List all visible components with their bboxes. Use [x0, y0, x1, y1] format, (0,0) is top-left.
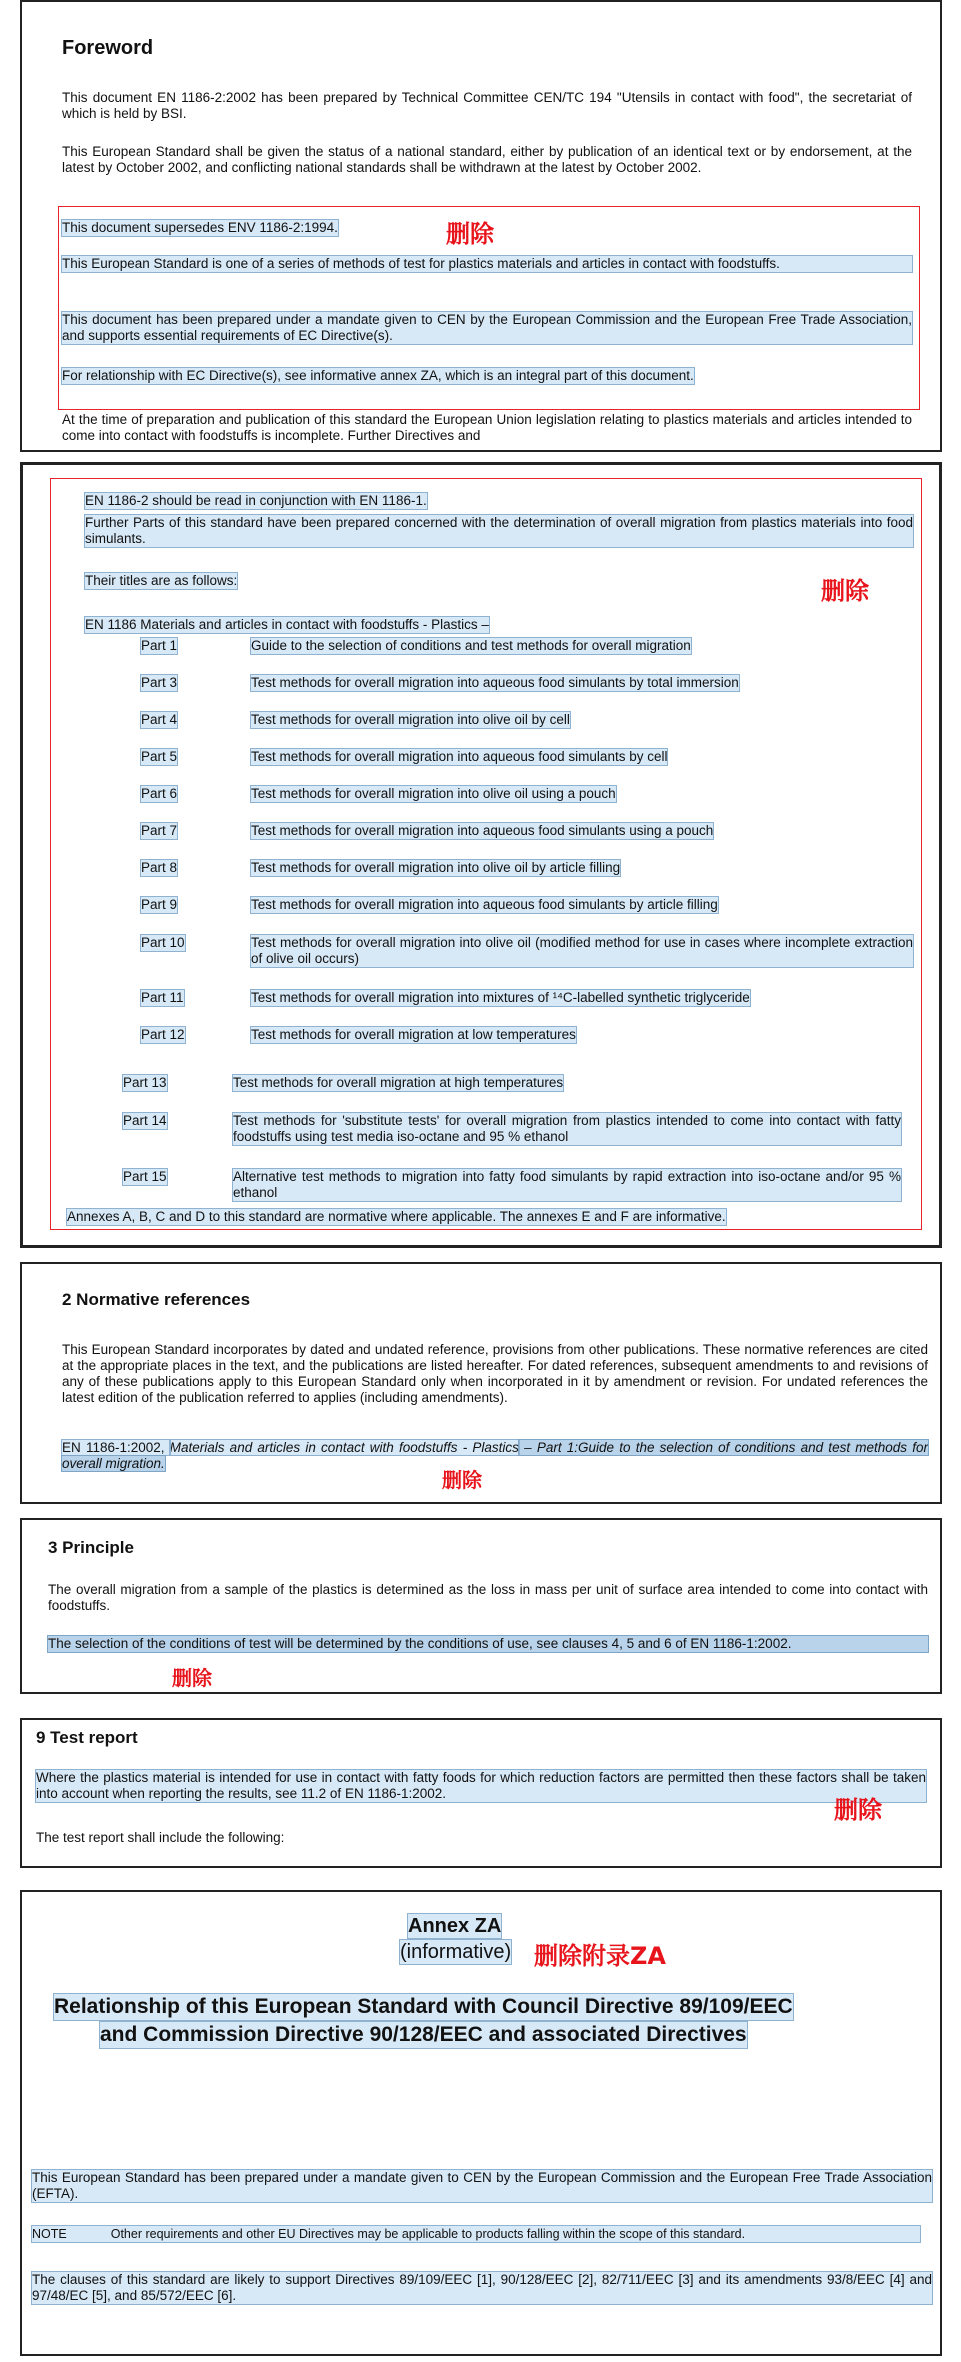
part-number: Part 6	[141, 786, 178, 801]
normative-reference	[62, 1440, 928, 1472]
annex-title: Annex ZA	[408, 1915, 502, 1937]
part-number: Part 1	[141, 638, 178, 653]
foreword-panel	[20, 0, 942, 452]
series-panel	[20, 462, 942, 1248]
series-l1: EN 1186-2 should be read in conjunction with EN 1186-1.	[85, 493, 427, 508]
foreword-p4: This European Standard is one of a series of methods of test for plastics materials and articles in contact with foodstuffs.	[62, 256, 912, 272]
part-desc: Test methods for overall migration at low temperatures	[251, 1027, 576, 1042]
report-panel	[20, 1718, 942, 1868]
annex-panel	[20, 1890, 942, 2356]
part-number: Part 9	[141, 897, 178, 912]
part-desc: Test methods for overall migration into aqueous food simulants by article filling	[251, 897, 718, 912]
annexes-note: Annexes A, B, C and D to this standard are normative where applicable. The annexes E and F are informative.	[67, 1209, 726, 1224]
normative-p1: This European Standard incorporates by dated and undated reference, provisions from other publications. These normative references are cited at the appropriate places in the text, and the publications are listed hereafter. For dated references, subsequent amendments to and revisions of any of these publications apply to this European Standard only when incorporated in it by amendment or revision. For undated references the latest edition of the publication referred to applies (including amendments).	[62, 1342, 928, 1405]
delete-mark: 删除	[442, 1468, 482, 1492]
principle-heading: 3 Principle	[48, 1538, 134, 1557]
foreword-p5: This document has been prepared under a mandate given to CEN by the European Commission and the European Free Trade Association, and supports essential requirements of EC Directive(s).	[62, 312, 912, 343]
part-number: Part 5	[141, 749, 178, 764]
series-l3: Their titles are as follows:	[85, 573, 238, 588]
part-desc: Test methods for overall migration into aqueous food simulants using a pouch	[251, 823, 714, 838]
note-label: NOTE	[32, 2227, 67, 2241]
series-l2: Further Parts of this standard have been prepared concerned with the determination of overall migration from plastics materials into food simulants.	[85, 515, 913, 546]
normative-heading: 2 Normative references	[62, 1290, 251, 1309]
part-desc: Test methods for overall migration into aqueous food simulants by total immersion	[251, 675, 739, 690]
foreword-p6: For relationship with EC Directive(s), see informative annex ZA, which is an integral part of this document.	[62, 368, 694, 383]
part-number: Part 3	[141, 675, 178, 690]
part-desc: Test methods for overall migration into olive oil by cell	[251, 712, 570, 727]
part-number: Part 12	[141, 1027, 185, 1042]
report-p1: Where the plastics material is intended for use in contact with fatty foods for which reduction factors are permitted then these factors shall be taken into account when reporting the results, see 11.2 of EN 1186-1:2002.	[36, 1770, 926, 1801]
note-text: Other requirements and other EU Directives may be applicable to products falling within the scope of this standard.	[110, 2227, 746, 2241]
part-number: Part 13	[123, 1075, 167, 1090]
delete-mark: 删除	[446, 220, 494, 248]
annex-p1: This European Standard has been prepared under a mandate given to CEN by the European Commission and the European Free Trade Association (EFTA).	[32, 2170, 932, 2201]
foreword-p7: At the time of preparation and publication of this standard the European Union legislation relating to plastics materials and articles intended to come into contact with foodstuffs is incomplete. Further Directives and	[62, 412, 912, 443]
part-number: Part 8	[141, 860, 178, 875]
part-desc: Test methods for overall migration at high temperatures	[233, 1075, 564, 1090]
annex-relationship-line1: Relationship of this European Standard with Council Directive 89/109/EEC	[54, 1995, 793, 2018]
ref-title: Materials and articles in contact with foodstuffs - Plastics	[169, 1440, 519, 1455]
report-heading: 9 Test report	[36, 1728, 138, 1747]
part-desc: Test methods for overall migration into mixtures of ¹⁴C-labelled synthetic triglyceride	[251, 990, 750, 1005]
annex-note	[32, 2226, 920, 2242]
part-desc: Test methods for 'substitute tests' for overall migration from plastics intended to come into contact with fatty foodstuffs using test media iso-octane and 95 % ethanol	[233, 1113, 901, 1144]
part-number: Part 11	[141, 990, 184, 1005]
annex-subtitle: (informative)	[400, 1941, 512, 1963]
part-desc: Guide to the selection of conditions and test methods for overall migration	[251, 638, 691, 653]
report-p2: The test report shall include the following:	[36, 1830, 285, 1845]
ref-rest: – Part 1:Guide to the selection of conditions and test methods for overall migration.	[62, 1440, 928, 1471]
part-number: Part 4	[141, 712, 178, 727]
delete-mark: 删除	[821, 577, 869, 605]
principle-panel	[20, 1518, 942, 1694]
principle-p2: The selection of the conditions of test will be determined by the conditions of use, see clauses 4, 5 and 6 of EN 1186-1:2002.	[48, 1636, 928, 1652]
ref-code: EN 1186-1:2002,	[62, 1440, 170, 1455]
part-desc: Test methods for overall migration into olive oil (modified method for use in cases where incomplete extraction of olive oil occurs)	[251, 935, 913, 966]
foreword-p3: This document supersedes ENV 1186-2:1994.	[62, 220, 338, 235]
part-number: Part 15	[123, 1169, 167, 1184]
part-number: Part 7	[141, 823, 178, 838]
annex-p2: The clauses of this standard are likely to support Directives 89/109/EEC [1], 90/128/EEC [2], 82/711/EEC [3] and its amendments 93/8/EEC [4] and 97/48/EC [5], and 85/572/EEC [6].	[32, 2272, 932, 2303]
series-l4: EN 1186 Materials and articles in contact with foodstuffs - Plastics –	[85, 617, 489, 632]
part-desc: Test methods for overall migration into aqueous food simulants by cell	[251, 749, 668, 764]
delete-mark: 删除	[172, 1666, 212, 1690]
normative-panel	[20, 1262, 942, 1504]
foreword-p1: This document EN 1186-2:2002 has been prepared by Technical Committee CEN/TC 194 "Utensils in contact with food", the secretariat of which is held by BSI.	[62, 90, 912, 121]
part-number: Part 10	[141, 935, 185, 950]
delete-annex-mark: 删除附录ZA	[534, 1942, 666, 1970]
delete-mark: 删除	[834, 1796, 882, 1824]
foreword-p2: This European Standard shall be given the status of a national standard, either by publication of an identical text or by endorsement, at the latest by October 2002, and conflicting national standards shall be withdrawn at the latest by October 2002.	[62, 144, 912, 175]
foreword-title: Foreword	[62, 37, 154, 59]
annex-relationship-line2: and Commission Directive 90/128/EEC and associated Directives	[100, 2023, 747, 2046]
part-desc: Test methods for overall migration into olive oil using a pouch	[251, 786, 616, 801]
part-desc: Test methods for overall migration into olive oil by article filling	[251, 860, 621, 875]
part-number: Part 14	[123, 1113, 167, 1128]
part-desc: Alternative test methods to migration into fatty food simulants by rapid extraction into iso-octane and/or 95 % ethanol	[233, 1169, 901, 1200]
principle-p1: The overall migration from a sample of the plastics is determined as the loss in mass per unit of surface area intended to come into contact with foodstuffs.	[48, 1582, 928, 1613]
